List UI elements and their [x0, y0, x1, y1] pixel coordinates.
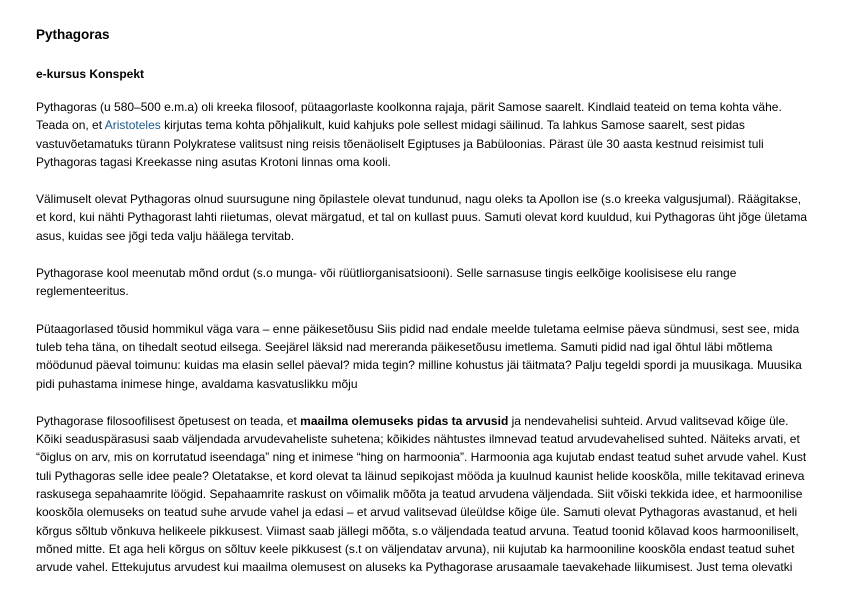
paragraph-5-text-b: ja nendevahelisi suhteid. Arvud valitsevad kõige üle. Kõiki seaduspärasusi saab väljendada arvudevaheliste suhetena; kõikides nähtustes ilmnevad teatud arvudevahelised suhted. Näiteks arvati, et “õiglus on arv, mis on korrutatud iseendaga” ning et inimese “hing on harmoonia”. Harmoonia aga kujutab endast teatud suhet arvude vahel. Kust tuli Pythagoras selle idee peale? Oletatakse, et kord olevat ta läinud sepikojast mööda ja kuulnud kaunist helide kooskõla, mille tekitavad erineva raskusega sepahaamrite löögid. Sepahaamrite raskust on võimalik mõõta ja teatud arvudena väljendada. Siit võiski tekkida idee, et harmoonilise kooskõla olemuseks on teatud suhe arvude vahel ja edasi – et arvud valitsevad üleüldse kõige üle. Samuti olevat Pythagoras avastanud, et heli kõrgus sõltub võnkuva helikeele pikkusest. Viimast saab jällegi mõõta, s.o väljendada teatud arvuna. Teatud toonid kõlavad koos harmooniliselt, mõned mitte. Et aga heli kõrgus on sõltuv keele pikkusest (s.t on väljendatav arvuna), nii kujutab ka harmooniline kooskõla endast teatud suhet arvude vahel. Ettekujutus arvudest kui maailma olemusest on aluseks ka Pythagorase arusaamale taevakehade liikumisest. Just tema olevatki: [36, 413, 807, 575]
paragraph-4: Pütaagorlased tõusid hommikul väga vara – enne päikesetõusu Siis pidid nad endale meelde tuletama eelmise päeva sündmusi, sest see, mida tuleb teha täna, on tihedalt seotud eilsega. Seejärel läksid nad mereranda päikesetõusu imetlema. Samuti pidid nad igal õhtul läbi mõtlema möödunud päeval toimunu: kuidas ma elasin sellel päeval? mida tegin? milline kohustus jäi täitmata? Palju tegeldi spordi ja muusikaga. Muusika pidi puhastama inimese hinge, avaldama kasvatuslikku mõju: [36, 321, 802, 391]
paragraph-5-emphasis: maailma olemuseks pidas ta arvusid: [300, 413, 509, 428]
paragraph-5: [36, 412, 811, 577]
document-title: Pythagoras: [36, 27, 110, 42]
paragraph-1-text-a: Pythagoras (u 580–500 e.m.a) oli kreeka filosoof, pütaagorlaste koolkonna rajaja, pärit Samose saarelt. Kindlaid teateid on tema kohta vähe. Teada on, et: [36, 100, 782, 133]
paragraph-1-text-b: kirjutas tema kohta põhjalikult, kuid kahjuks pole sellest midagi säilinud. Ta lahkus Samose saarelt, sest pidas vastuvõetamatuks türann Polykratese valitsust ning reisis tõenäoliselt Egiptuses ja Babüloonias. Pärast üle 30 aasta kestnud reisimist tuli Pythagoras tagasi Kreekasse ning asutas Krotoni linnas oma kooli.: [36, 118, 764, 169]
paragraph-2: Välimuselt olevat Pythagoras olnud suursugune ning õpilastele olevat tundunud, nagu oleks ta Apollon ise (s.o kreeka valgusjumal). Räägitakse, et kord, kui nähti Pythagorast lahti riietumas, olevat märgatud, et tal on kullast puus. Samuti olevat kord kuuldud, kui Pythagoras üht jõge ületama asus, kuidas see jõgi teda valju häälega tervitab.: [36, 192, 808, 243]
paragraph-1: [36, 98, 811, 171]
paragraph-5-text-a: Pythagorase filosoofilisest õpetusest on teada, et: [36, 413, 301, 428]
document-subtitle: e-kursus Konspekt: [36, 67, 145, 81]
paragraph-3: Pythagorase kool meenutab mõnd ordut (s.o munga- või rüütliorganisatsiooni). Selle sarnasuse tingis eelkõige koolisisese elu range reglementeeritus.: [36, 266, 737, 299]
aristoteles-link[interactable]: Aristoteles: [104, 118, 161, 133]
